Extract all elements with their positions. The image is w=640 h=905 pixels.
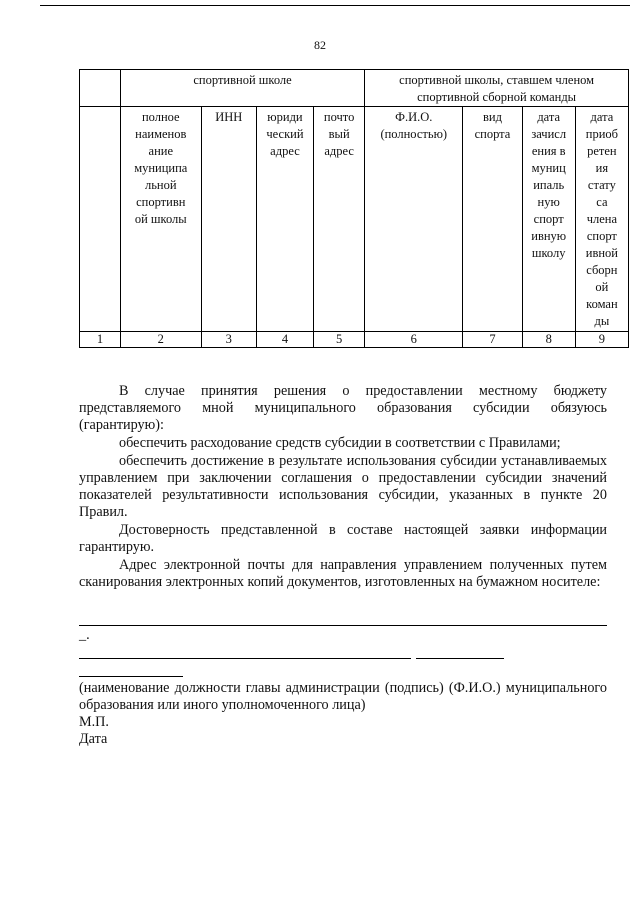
column-header-0 xyxy=(80,107,121,332)
paragraph-obligation: В случае принятия решения о предоставлении местному бюджету представляемого мной муниципального образования субсидии обязуюсь (гарантирую): xyxy=(79,383,607,433)
header-empty-cell xyxy=(80,70,121,107)
table-header-row-2 xyxy=(80,107,629,332)
name-fill-line xyxy=(79,676,183,677)
column-number: 4 xyxy=(256,332,313,348)
seal-label: М.П. xyxy=(79,714,109,730)
column-number: 5 xyxy=(314,332,365,348)
column-header-full-name: Ф.И.О. (полностью) xyxy=(365,107,463,332)
column-number: 2 xyxy=(120,332,201,348)
top-border-line xyxy=(40,5,630,6)
signature-caption: (наименование должности главы администрации (подпись) (Ф.И.О.) муниципального образования или иного уполномоченного лица) xyxy=(79,680,607,713)
page-number: 82 xyxy=(314,38,326,52)
column-header-member-date: дата приоб ретен ия стату са члена спорт ивной сборн ой коман ды xyxy=(575,107,628,332)
column-number: 6 xyxy=(365,332,463,348)
table-header-row-1 xyxy=(80,70,629,107)
paragraph-email: Адрес электронной почты для направления управлением полученных путем сканирования электронных копий документов, изготовленных на бумажном носителе: xyxy=(79,557,607,590)
column-number: 3 xyxy=(201,332,256,348)
column-header-postal-address: почто вый адрес xyxy=(314,107,365,332)
date-label: Дата xyxy=(79,731,108,747)
signature-fill-line xyxy=(416,658,504,659)
column-number: 9 xyxy=(575,332,628,348)
header-member: спортивной школы, ставшем членом спортивной сборной команды xyxy=(365,70,629,107)
column-number: 8 xyxy=(522,332,575,348)
column-header-legal-address: юриди ческий адрес xyxy=(256,107,313,332)
paragraph-spending: обеспечить расходование средств субсидии в соответствии с Правилами; xyxy=(119,435,561,451)
email-fill-line xyxy=(79,625,607,626)
paragraph-reliability: Достоверность представленной в составе настоящей заявки информации гарантирую. xyxy=(79,522,607,555)
column-header-school-name: полное наименов ание муниципа льной спортивн ой школы xyxy=(120,107,201,332)
column-number: 7 xyxy=(463,332,522,348)
column-header-enrollment-date: дата зачисл ения в муниц ипаль ную спорт ивную школу xyxy=(522,107,575,332)
column-header-inn: ИНН xyxy=(201,107,256,332)
column-header-sport: вид спорта xyxy=(463,107,522,332)
header-school: спортивной школе xyxy=(120,70,364,107)
application-table xyxy=(79,69,629,348)
table-number-row xyxy=(80,332,629,348)
position-fill-line xyxy=(79,658,411,659)
email-line-end: _. xyxy=(79,627,90,643)
paragraph-achievement: обеспечить достижение в результате использования субсидии устанавливаемых управлением при заключении соглашения о предоставлении субсидии значений показателей результативности использования субсидии, указанных в пункте 20 Правил. xyxy=(79,453,607,520)
column-number: 1 xyxy=(80,332,121,348)
